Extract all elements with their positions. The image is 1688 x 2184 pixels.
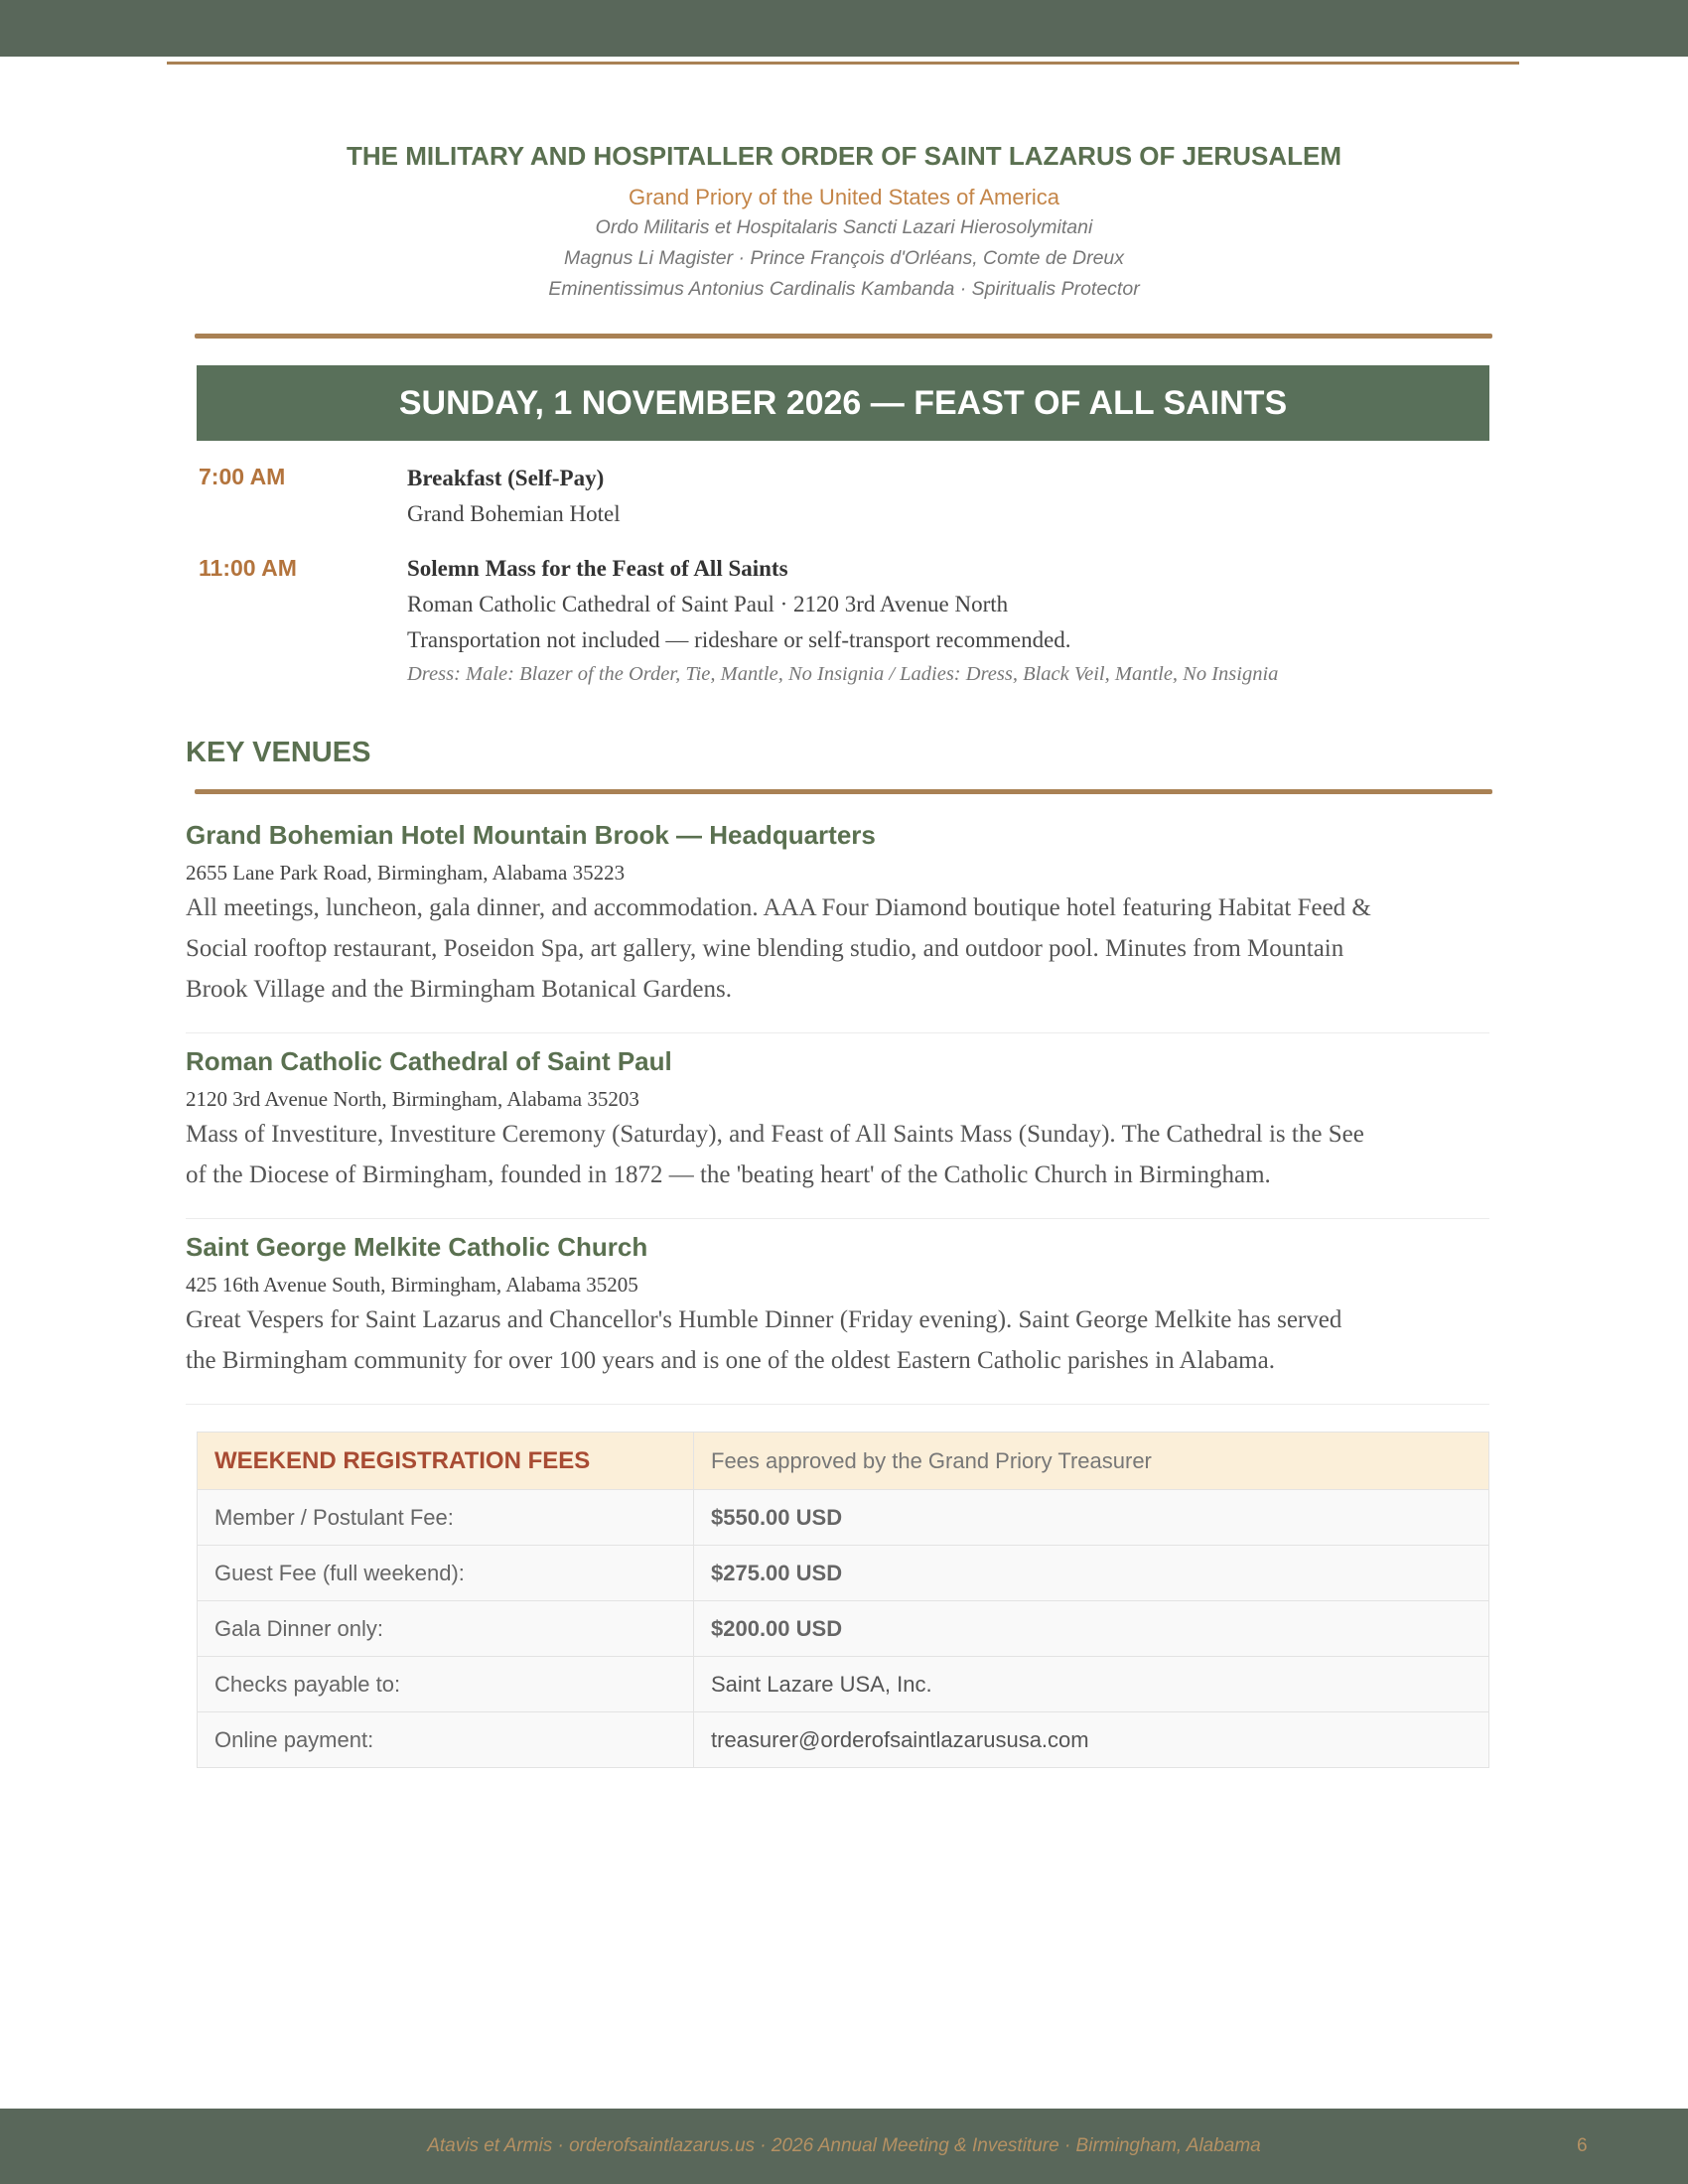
- venue-separator: [186, 1032, 1489, 1033]
- fee-label: Member / Postulant Fee:: [198, 1490, 694, 1546]
- event-dress-code: Dress: Male: Blazer of the Order, Tie, Mantle, No Insignia / Ladies: Dress, Black Veil, Mantle, No Insignia: [407, 663, 1279, 685]
- footer-text: Atavis et Armis · orderofsaintlazarus.us · 2026 Annual Meeting & Investiture · Birmingham, Alabama: [427, 2135, 1261, 2156]
- venue-address: 2655 Lane Park Road, Birmingham, Alabama 35223: [186, 861, 626, 885]
- venue-separator: [186, 1404, 1489, 1405]
- event-title: Breakfast (Self-Pay): [407, 466, 605, 490]
- order-name: THE MILITARY AND HOSPITALLER ORDER OF SAINT LAZARUS OF JERUSALEM: [347, 141, 1341, 171]
- venue-description-line: the Birmingham community for over 100 years and is one of the oldest Eastern Catholic parishes in Alabama.: [186, 1347, 1275, 1374]
- fee-value: treasurer@orderofsaintlazarususa.com: [694, 1712, 1489, 1768]
- venue-description-line: Mass of Investiture, Investiture Ceremony (Saturday), and Feast of All Saints Mass (Sunday). The Cathedral is the See: [186, 1121, 1364, 1148]
- event-time: 11:00 AM: [199, 555, 297, 581]
- event-breakfast: [407, 461, 1499, 532]
- event-mass: [407, 551, 1499, 690]
- fees-note: Fees approved by the Grand Priory Treasurer: [694, 1433, 1489, 1490]
- fees-title: WEEKEND REGISTRATION FEES: [198, 1433, 694, 1490]
- registration-fees-table: [197, 1432, 1489, 1768]
- protector-line: Eminentissimus Antonius Cardinalis Kambanda · Spiritualis Protector: [548, 278, 1140, 300]
- fee-value: $275.00 USD: [694, 1546, 1489, 1601]
- letterhead: [0, 139, 1688, 305]
- fee-value: Saint Lazare USA, Inc.: [694, 1657, 1489, 1712]
- venue-description-line: Social rooftop restaurant, Poseidon Spa, art gallery, wine blending studio, and outdoor pool. Minutes from Mountain: [186, 935, 1344, 962]
- priory-name: Grand Priory of the United States of America: [628, 185, 1060, 209]
- fees-header-row: [198, 1433, 1489, 1490]
- header-divider: [195, 334, 1492, 339]
- venue-cathedral: [186, 1044, 1506, 1195]
- venue-name: Saint George Melkite Catholic Church: [186, 1232, 648, 1262]
- table-row: [198, 1546, 1489, 1601]
- page-footer: [0, 2109, 1688, 2184]
- fee-value: $550.00 USD: [694, 1490, 1489, 1546]
- venue-separator: [186, 1218, 1489, 1219]
- table-row: [198, 1657, 1489, 1712]
- fee-value: $200.00 USD: [694, 1601, 1489, 1657]
- fee-label: Checks payable to:: [198, 1657, 694, 1712]
- venue-melkite-church: [186, 1230, 1506, 1381]
- table-row: [198, 1490, 1489, 1546]
- fee-label: Guest Fee (full weekend):: [198, 1546, 694, 1601]
- event-time: 7:00 AM: [199, 464, 286, 489]
- venue-name: Grand Bohemian Hotel Mountain Brook — Headquarters: [186, 820, 876, 850]
- venue-description-line: Great Vespers for Saint Lazarus and Chancellor's Humble Dinner (Friday evening). Saint George Melkite has served: [186, 1306, 1342, 1333]
- table-row: [198, 1712, 1489, 1768]
- venue-name: Roman Catholic Cathedral of Saint Paul: [186, 1046, 672, 1076]
- fee-label: Gala Dinner only:: [198, 1601, 694, 1657]
- venue-description-line: Brook Village and the Birmingham Botanical Gardens.: [186, 976, 732, 1003]
- event-transport-note: Transportation not included — rideshare or self-transport recommended.: [407, 627, 1071, 652]
- event-location: Grand Bohemian Hotel: [407, 501, 621, 526]
- grand-master-line: Magnus Li Magister · Prince François d'Orléans, Comte de Dreux: [563, 247, 1125, 269]
- venues-divider: [195, 789, 1492, 794]
- section-title-venues: KEY VENUES: [186, 737, 371, 768]
- venue-address: 2120 3rd Avenue North, Birmingham, Alabama 35203: [186, 1087, 639, 1111]
- top-divider: [167, 62, 1519, 65]
- latin-line: Ordo Militaris et Hospitalaris Sancti Lazari Hierosolymitani: [595, 216, 1093, 238]
- page-number: 6: [1577, 2135, 1588, 2156]
- event-location: Roman Catholic Cathedral of Saint Paul · 2120 3rd Avenue North: [407, 592, 1009, 616]
- venue-description-line: of the Diocese of Birmingham, founded in 1872 — the 'beating heart' of the Catholic Church in Birmingham.: [186, 1161, 1271, 1188]
- top-bar: [0, 0, 1688, 57]
- event-title: Solemn Mass for the Feast of All Saints: [407, 556, 788, 581]
- venue-description-line: All meetings, luncheon, gala dinner, and accommodation. AAA Four Diamond boutique hotel featuring Habitat Feed &: [186, 894, 1371, 921]
- table-row: [198, 1601, 1489, 1657]
- venue-hotel: [186, 818, 1506, 1010]
- venue-address: 425 16th Avenue South, Birmingham, Alabama 35205: [186, 1273, 638, 1297]
- fee-label: Online payment:: [198, 1712, 694, 1768]
- day-heading: SUNDAY, 1 NOVEMBER 2026 — FEAST OF ALL SAINTS: [197, 365, 1489, 441]
